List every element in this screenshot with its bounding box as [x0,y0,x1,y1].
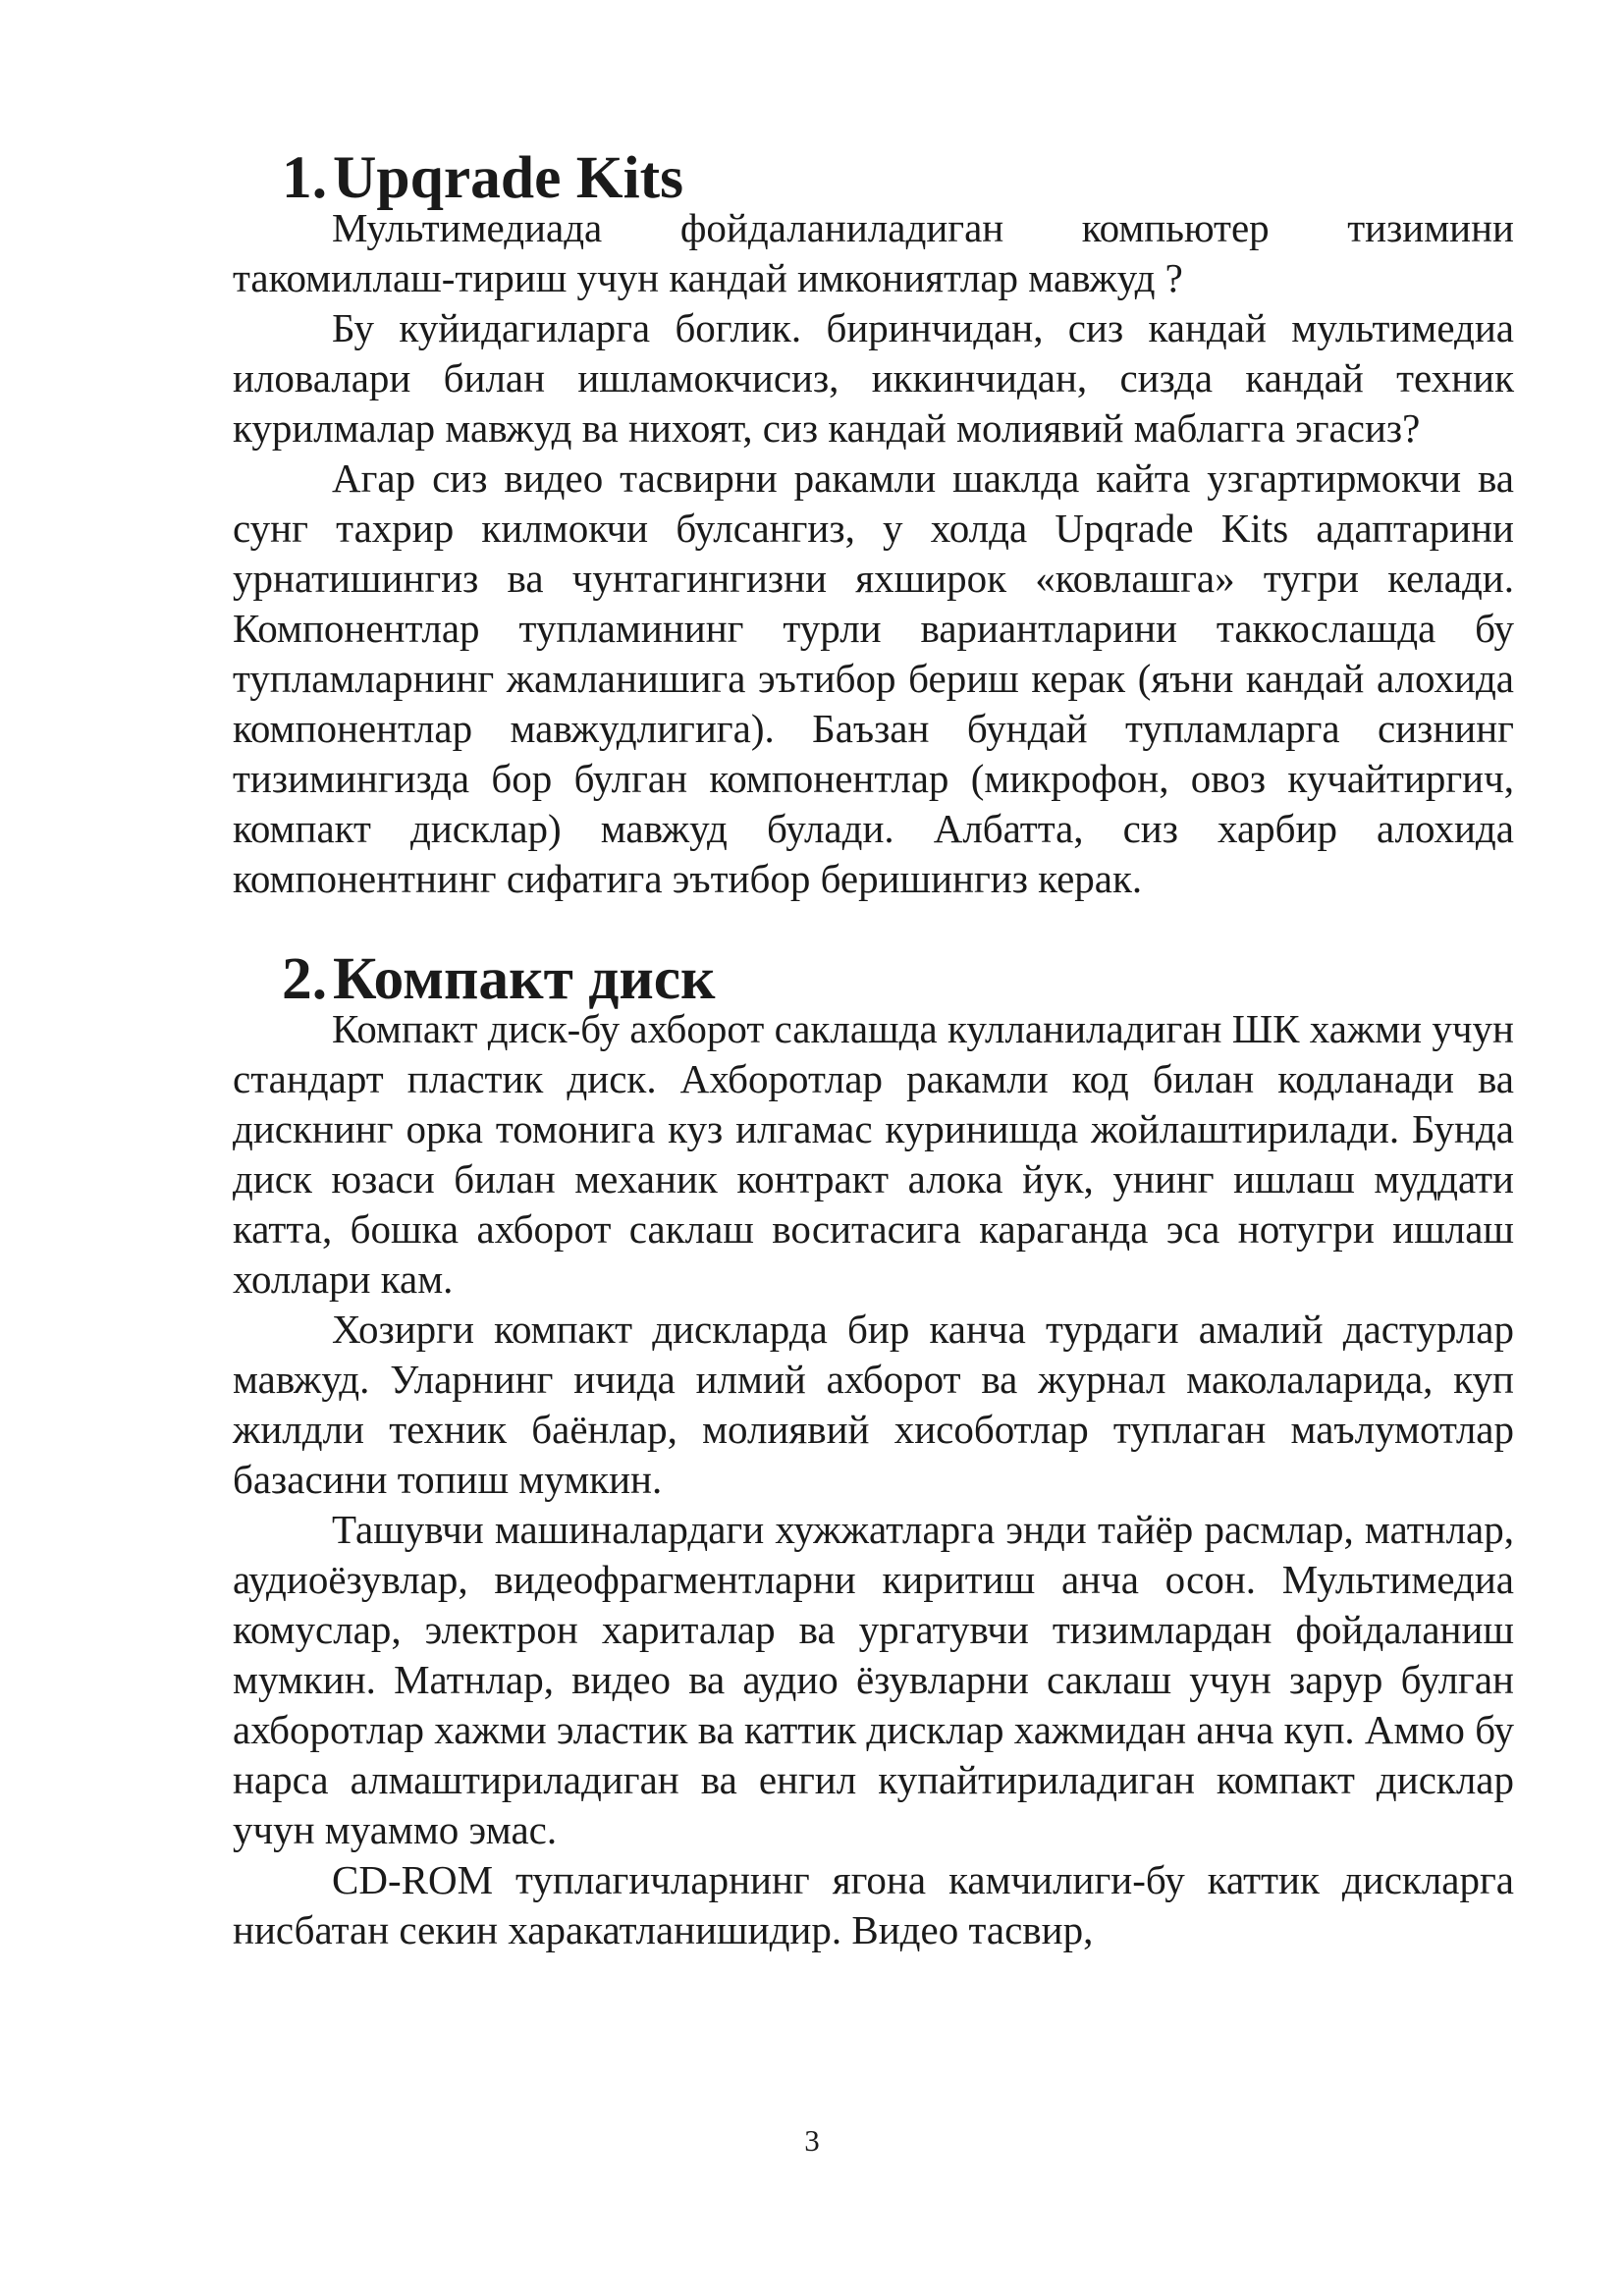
paragraph: Мультимедиада фойдаланиладиган компьютер тизимини такомиллаш-тириш учун кандай имкониятлар мавжуд ? [233,205,1514,300]
section-number: 1. [282,144,328,211]
page-content [233,144,1514,1955]
paragraph: Бу куйидагиларга боглик. биринчидан, сиз кандай мультимедиа иловалари билан ишламокчисиз, иккинчидан, сизда кандай техник курилмалар мавжуд ва нихоят, сиз кандай молиявий маблагга эгасиз? [233,305,1514,451]
section-title: Компакт диск [333,945,716,1012]
section-heading-compact-disc [233,945,1514,1012]
section-title: Upqrade Kits [333,144,684,211]
paragraph: CD-ROM туплагичларнинг ягона камчилиги-бу каттик дискларга нисбатан секин харакатланишидир. Видео тасвир, [233,1857,1514,1952]
paragraph: Хозирги компакт дискларда бир канча турдаги амалий дастурлар мавжуд. Уларнинг ичида илмий ахборот ва журнал маколаларида, куп жилдли техник баёнлар, молиявий хисоботлар туплаган маълумотлар базасини топиш мумкин. [233,1307,1514,1502]
paragraph: Агар сиз видео тасвирни ракамли шаклда кайта узгартирмокчи ва сунг тахрир килмокчи булсангиз, у холда Upqrade Kits адаптарини урнатишингиз ва чунтагингизни яхширок «ковлашга» тугри келади. Компонентлар тупламининг турли вариантларини таккослашда бу тупламларнинг жамланишига эътибор бериш керак (яъни кандай алохида компонентлар мавжудлигига). Баъзан бундай тупламларга сизнинг тизимингизда бор булган компонентлар (микрофон, овоз кучайтиргич, компакт дисклар) мавжуд булади. Албатта, сиз харбир алохида компонентнинг сифатига эътибор беришингиз керак. [233,455,1514,901]
section-heading-upgrade-kits [233,144,1514,211]
section-number: 2. [282,945,328,1012]
paragraph: Ташувчи машиналардаги хужжатларга энди тайёр расмлар, матнлар, аудиоёзувлар, видеофрагментларни киритиш анча осон. Мультимедиа комуслар, электрон хариталар ва ургатувчи тизимлардан фойдаланиш мумкин. Матнлар, видео ва аудио ёзувларни саклаш учун зарур булган ахборотлар хажми эластик ва каттик дисклар хажмидан анча куп. Аммо бу нарса алмаштириладиган ва енгил купайтириладиган компакт дисклар учун муаммо эмас. [233,1507,1514,1852]
page-number: 3 [804,2123,820,2158]
paragraph: Компакт диск-бу ахборот саклашда кулланиладиган ШК хажми учун стандарт пластик диск. Ахборотлар ракамли код билан кодланади ва дискнинг орка томонига куз илгамас куринишда жойлаштирилади. Бунда диск юзаси билан механик контракт алока йук, унинг ишлаш муддати катта, бошка ахборот саклаш воситасига караганда эса нотугри ишлаш холлари кам. [233,1006,1514,1302]
